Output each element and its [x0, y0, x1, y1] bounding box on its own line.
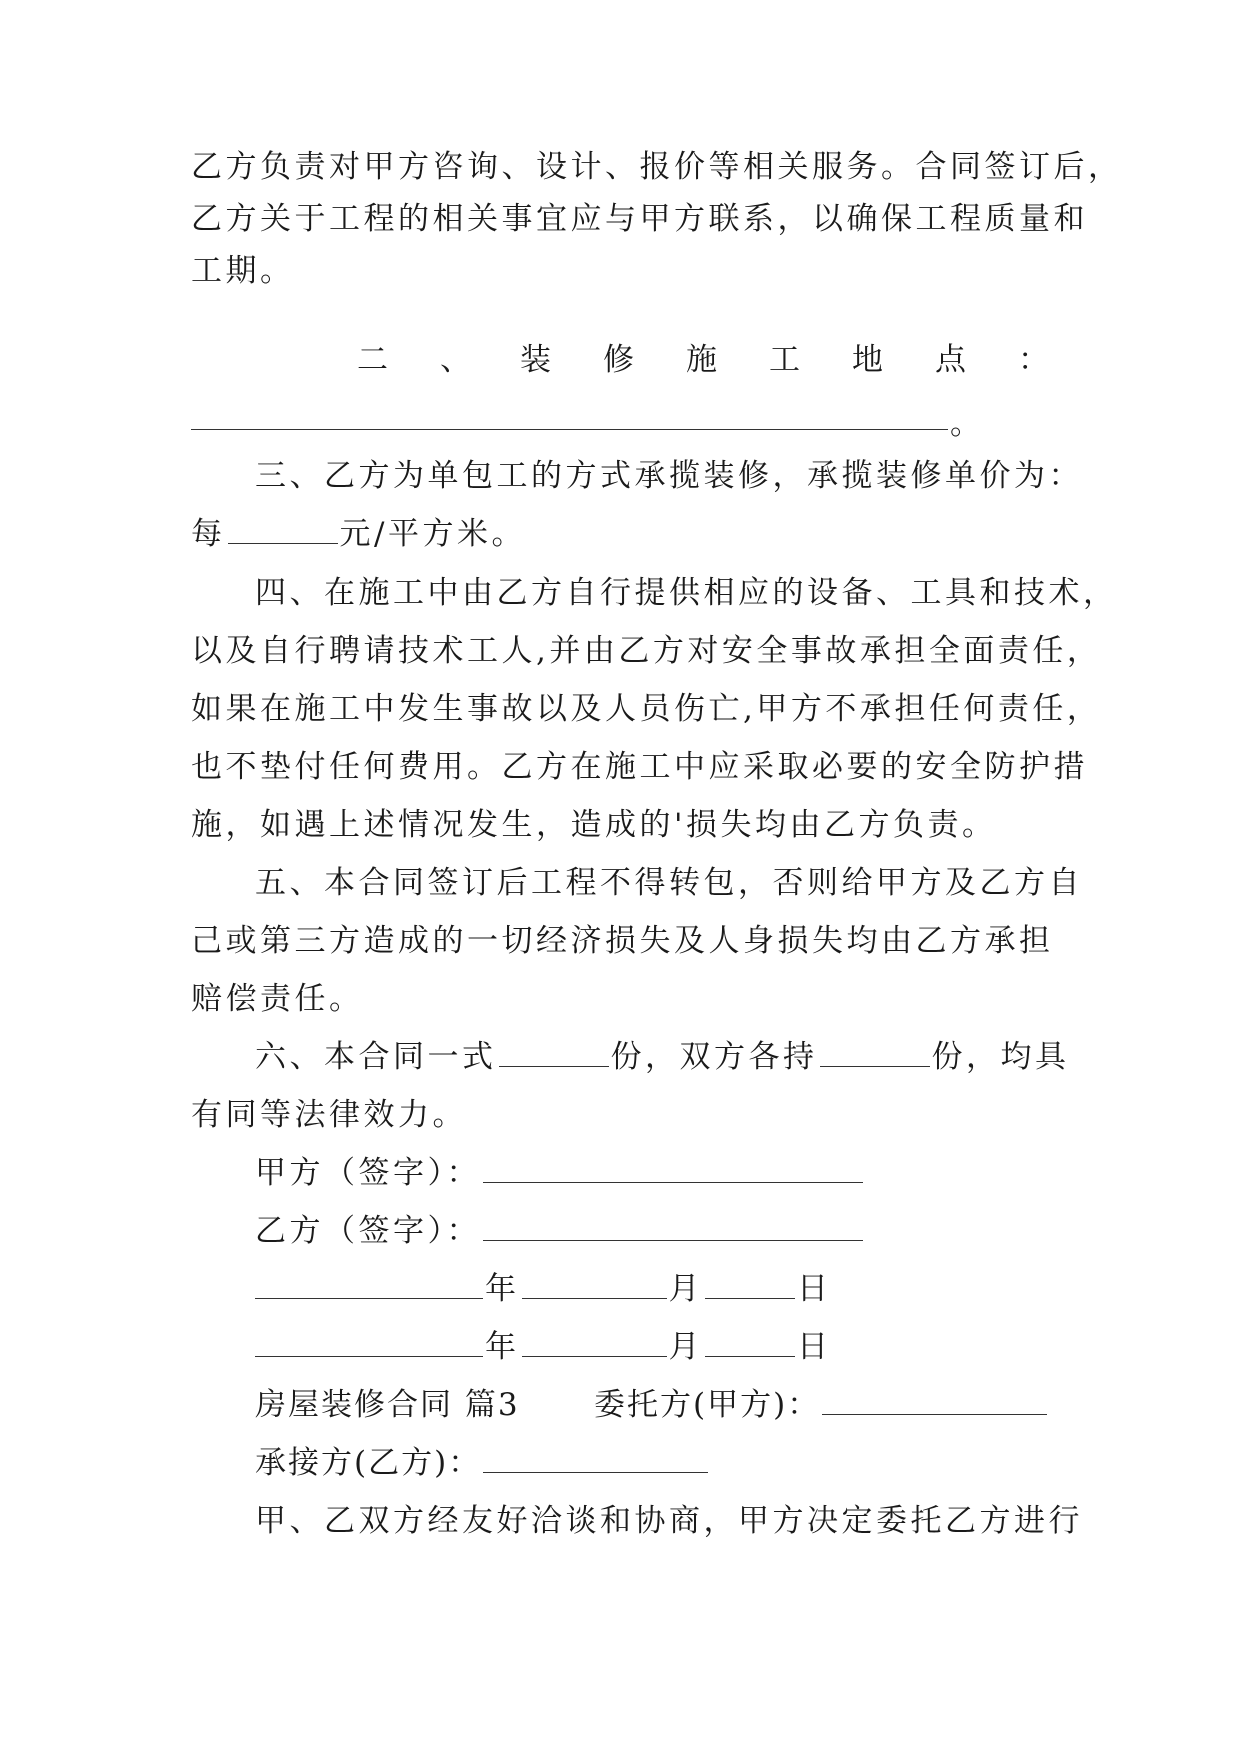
section5-line: 五、本合同签订后工程不得转包，否则给甲方及乙方自	[255, 865, 1083, 901]
section4-line: 施，如遇上述情况发生，造成的'损失均由乙方负责。	[191, 807, 997, 843]
price-blank	[228, 517, 338, 544]
section4-line: 也不垫付任何费用。乙方在施工中应采取必要的安全防护措	[191, 749, 1088, 785]
day-label: 日	[797, 1271, 832, 1307]
day-blank	[705, 1330, 795, 1357]
month-label: 月	[668, 1329, 703, 1365]
contractor-blank	[483, 1446, 708, 1473]
next-contract-title: 房屋装修合同 篇3	[255, 1387, 520, 1423]
paragraph-line: 乙方负责对甲方咨询、设计、报价等相关服务。合同签订后，	[191, 149, 1123, 185]
party-a-blank	[483, 1156, 863, 1183]
intro-line: 甲、乙双方经友好洽谈和协商，甲方决定委托乙方进行	[255, 1503, 1083, 1539]
section4-line: 四、在施工中由乙方自行提供相应的设备、工具和技术，	[255, 575, 1118, 611]
month-blank	[522, 1272, 667, 1299]
day-blank	[705, 1272, 795, 1299]
section3-prefix: 每	[191, 516, 226, 552]
section6-line: 有同等法律效力。	[191, 1097, 467, 1133]
contractor-label: 承接方(乙方)：	[255, 1445, 482, 1481]
date-line-2	[255, 1327, 832, 1367]
party-a-signature	[255, 1153, 865, 1193]
section2-char: 二	[357, 342, 388, 378]
section3-line2	[191, 514, 526, 554]
section2-char: 装	[520, 342, 551, 378]
paragraph-line: 乙方关于工程的相关事宜应与甲方联系，以确保工程质量和	[191, 201, 1088, 237]
section5-line: 己或第三方造成的一切经济损失及人身损失均由乙方承担	[191, 923, 1054, 959]
client-line	[594, 1385, 1049, 1425]
year-blank	[255, 1330, 483, 1357]
section2-char: 修	[603, 342, 634, 378]
party-a-label: 甲方（签字）：	[255, 1155, 481, 1191]
section2-char: ：	[1018, 342, 1049, 378]
paragraph-line: 工期。	[191, 253, 295, 289]
section2-char: 施	[686, 342, 717, 378]
contractor-line	[255, 1443, 710, 1483]
section6-suffix: 份，均具	[931, 1039, 1070, 1075]
location-blank	[191, 428, 948, 430]
section6-prefix: 六、本合同一式	[255, 1039, 497, 1075]
section6-mid: 份，双方各持	[610, 1039, 818, 1075]
party-b-signature	[255, 1211, 865, 1251]
month-blank	[522, 1330, 667, 1357]
client-blank	[822, 1388, 1047, 1415]
section3-suffix: 元/平方米。	[339, 516, 526, 552]
section2-char: 、	[440, 342, 471, 378]
party-b-blank	[483, 1214, 863, 1241]
section6-line1	[255, 1037, 1070, 1077]
year-label: 年	[485, 1329, 520, 1365]
section2-char: 地	[852, 342, 883, 378]
section4-line: 如果在施工中发生事故以及人员伤亡,甲方不承担任何责任，	[191, 691, 1102, 727]
section2-char: 点	[935, 342, 966, 378]
copies-blank	[499, 1040, 609, 1067]
copies-each-blank	[820, 1040, 930, 1067]
year-label: 年	[485, 1271, 520, 1307]
year-blank	[255, 1272, 483, 1299]
client-label: 委托方(甲方)：	[594, 1387, 821, 1423]
date-line-1	[255, 1269, 832, 1309]
month-label: 月	[668, 1271, 703, 1307]
section2-char: 工	[769, 342, 800, 378]
section5-line: 赔偿责任。	[191, 981, 364, 1017]
section3-line: 三、乙方为单包工的方式承揽装修，承揽装修单价为：	[255, 458, 1083, 494]
section4-line: 以及自行聘请技术工人,并由乙方对安全事故承担全面责任，	[191, 633, 1102, 669]
party-b-label: 乙方（签字）：	[255, 1213, 481, 1249]
day-label: 日	[797, 1329, 832, 1365]
section2-end: 。	[950, 406, 981, 442]
